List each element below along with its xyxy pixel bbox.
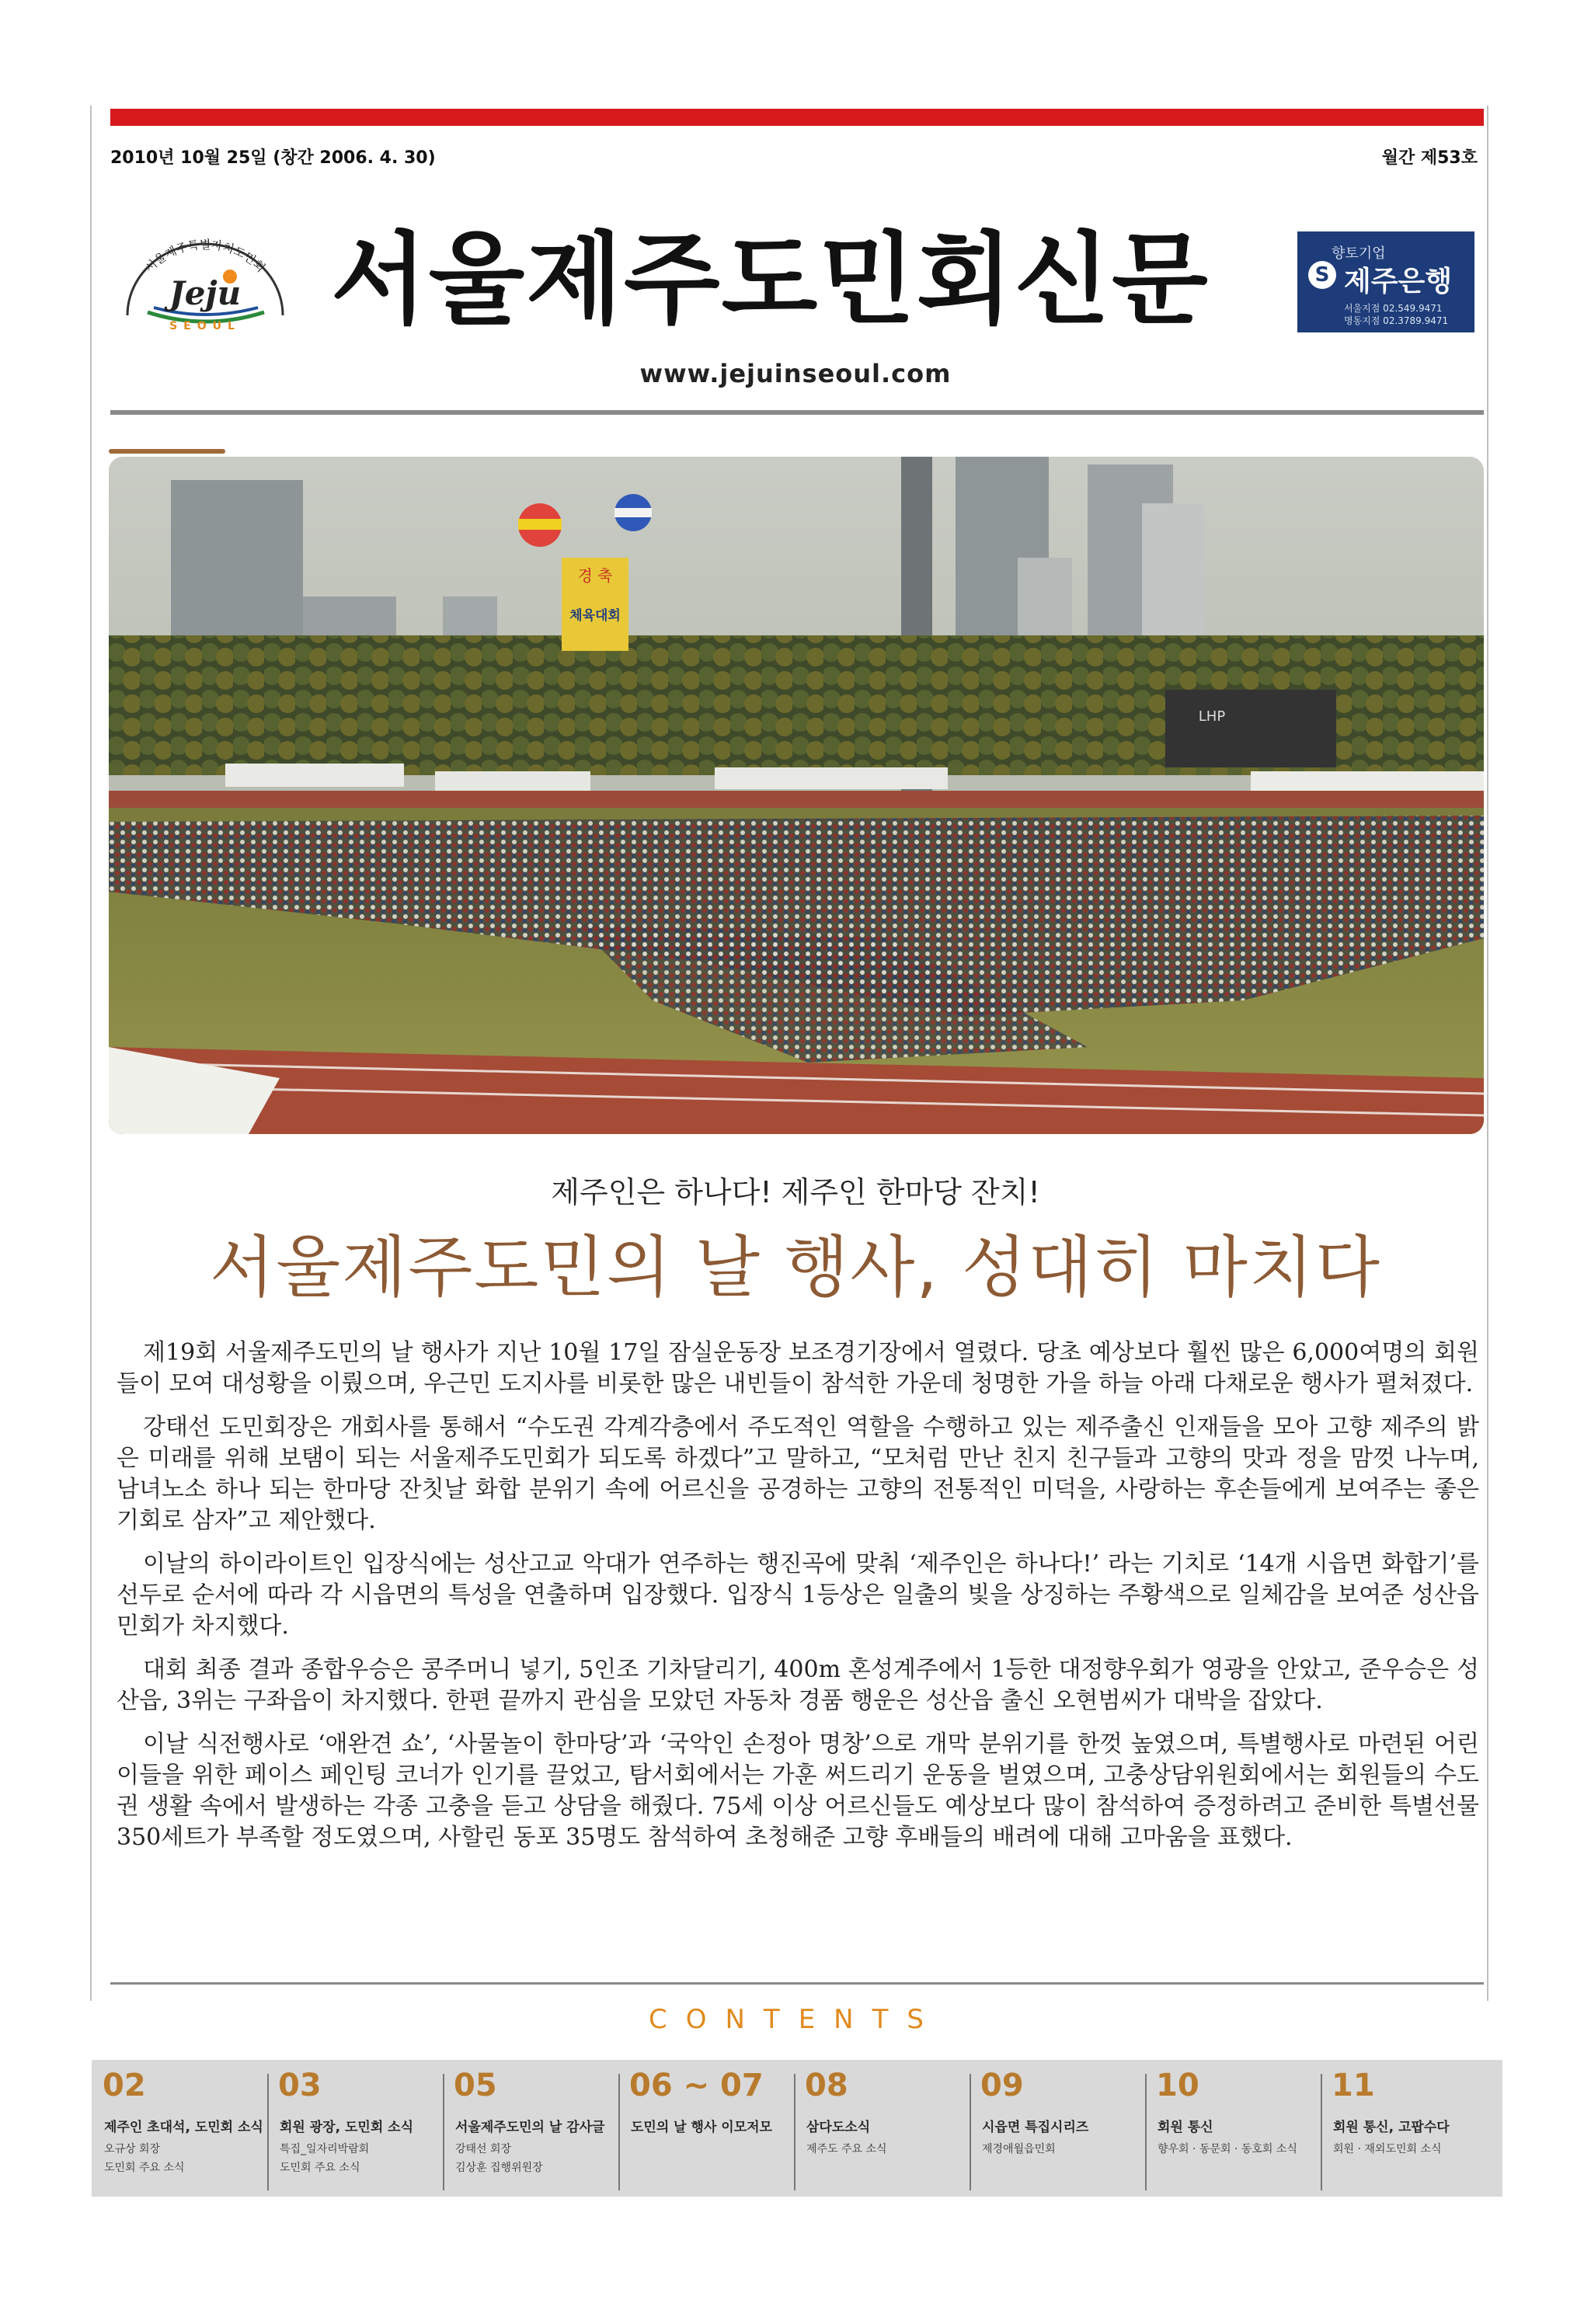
contents-section-title: 시읍면 특집시리즈 — [982, 2120, 1089, 2135]
event-photo — [109, 457, 1484, 1134]
article-paragraph: 강태선 도민회장은 개회사를 통해서 “수도권 각계각층에서 주도적인 역할을 수행하고 있는 제주출신 인재들을 모아 고향 제주의 밝은 미래를 위해 보탬이 되는 서울제주도민회가 되도록 하겠다”고 말하고, “모처럼 만난 친지 친구들과 고향의 맛과 정을 맘껏 나누며, 남녀노소 하나 되는 한마당 잔칫날 화합 분위기 속에 어르신을 공경하는 고향의 전통적인 미덕을, 사랑하는 후손들에게 보여주는 좋은 기회로 삼자”고 제안했다. — [117, 1414, 1479, 1534]
contents-item-05[interactable] — [443, 2060, 618, 2197]
jeju-bank-ad[interactable] — [1297, 231, 1474, 332]
contents-divider — [1321, 2074, 1322, 2190]
scoreboard-text: LHP — [1198, 708, 1226, 725]
contents-rule — [110, 1982, 1484, 1985]
top-red-rule — [110, 109, 1484, 126]
contents-divider — [1145, 2074, 1147, 2190]
contents-divider — [618, 2074, 620, 2190]
contents-item-11[interactable] — [1321, 2060, 1502, 2197]
contents-page-number: 09 — [980, 2068, 1024, 2103]
page-border-left — [90, 106, 92, 2001]
contents-bar — [92, 2060, 1502, 2197]
bank-branch-myeongdong: 명동지점 02.3789.9471 — [1344, 315, 1449, 326]
logo-arc-text: 서울제주특별자치도민회 — [142, 238, 268, 276]
photo-accent-bar — [109, 449, 225, 454]
contents-item-09[interactable] — [970, 2060, 1145, 2197]
contents-page-number: 03 — [278, 2068, 322, 2103]
header-rule — [110, 410, 1484, 415]
issue-date: 2010년 10월 25일 (창간 2006. 4. 30) — [110, 148, 436, 168]
newspaper-masthead: 서울제주도민회신문 — [331, 222, 1210, 338]
bank-logo-icon: S — [1308, 261, 1336, 289]
article-body — [117, 1338, 1479, 1866]
contents-sub-item: 제경애월읍민회 — [982, 2143, 1056, 2155]
article-paragraph: 제19회 서울제주도민의 날 행사가 지난 10월 17일 잠실운동장 보조경기장에서 열렸다. 당초 예상보다 훨씬 많은 6,000여명의 회원들이 모여 대성황을 이뤘으며, 우근민 도지사를 비롯한 많은 내빈들이 참석한 가운데 청명한 가을 하늘 아래 다채로운 행사가 펼쳐졌다. — [117, 1339, 1479, 1397]
contents-divider — [794, 2074, 796, 2190]
article-paragraph: 이날 식전행사로 ‘애완견 쇼’, ‘사물놀이 한마당’과 ‘국악인 손정아 명창’으로 개막 분위기를 한껏 높였으며, 특별행사로 마련된 어린이들을 위한 페이스 페인팅 코너가 인기를 끌었고, 탐서회에서는 가훈 써드리기 운동을 벌였으며, 고충상담위원회에서는 회원들의 수도권 생활 속에서 발생하는 각종 고충을 듣고 상담을 해줬다. 75세 이상 어르신들도 예상보다 많이 참석하여 증정하려고 준비한 특별선물 350세트가 부족할 정도였으며, 사할린 동포 35명도 참석하여 초청해준 고향 후배들의 배려에 대해 고마움을 표했다. — [117, 1731, 1479, 1851]
contents-page-number: 02 — [103, 2068, 146, 2103]
contents-item-02[interactable] — [92, 2060, 267, 2197]
article-headline: 서울제주도민의 날 행사, 성대히 마치다 — [210, 1229, 1381, 1306]
article-kicker: 제주인은 하나다! 제주인 한마당 잔치! — [551, 1175, 1040, 1209]
article-paragraph: 대회 최종 결과 종합우승은 콩주머니 넣기, 5인조 기차달리기, 400m 혼성계주에서 1등한 대정향우회가 영광을 안았고, 준우승은 성산읍, 3위는 구좌읍이 차지했다. 한편 끝까지 관심을 모았던 자동차 경품 행운은 성산읍 출신 오현범씨가 대박을 잡았다. — [117, 1656, 1479, 1714]
contents-page-number: 11 — [1332, 2068, 1375, 2103]
contents-section-title: 도민의 날 행사 이모저모 — [631, 2120, 772, 2135]
banner-top-text: 경 축 — [577, 566, 613, 585]
page-border-right — [1487, 106, 1488, 2001]
contents-sub-item: 김상훈 집행위원장 — [455, 2162, 543, 2174]
contents-sub-item: 도민회 주요 소식 — [280, 2162, 360, 2174]
issue-number: 월간 제53호 — [1381, 148, 1478, 168]
jeju-seoul-logo — [117, 235, 294, 332]
contents-divider — [443, 2074, 444, 2190]
contents-section-title: 회원 통신 — [1158, 2120, 1213, 2135]
logo-wordmark: Jeju — [169, 274, 242, 312]
contents-title: CONTENTS — [649, 2004, 942, 2035]
contents-sub-item: 제주도 주요 소식 — [806, 2143, 887, 2155]
contents-item-08[interactable] — [794, 2060, 970, 2197]
contents-divider — [267, 2074, 269, 2190]
bank-tagline: 향토기업 — [1332, 245, 1386, 262]
website-url[interactable]: www.jejuinseoul.com — [639, 359, 952, 388]
bank-name: 제주은행 — [1344, 266, 1453, 297]
contents-sub-item: 회원 · 재외도민회 소식 — [1333, 2143, 1442, 2155]
svg-text:서울제주특별자치도민회 — [142, 238, 268, 275]
contents-sub-item: 향우회 · 동문회 · 동호회 소식 — [1158, 2143, 1297, 2155]
contents-page-number: 08 — [805, 2068, 848, 2103]
contents-section-title: 서울제주도민의 날 감사글 — [455, 2120, 605, 2135]
contents-item-10[interactable] — [1145, 2060, 1321, 2197]
contents-section-title: 삼다도소식 — [806, 2120, 871, 2135]
contents-page-number: 06 ~ 07 — [629, 2068, 764, 2103]
contents-section-title: 회원 통신, 고팝수다 — [1333, 2120, 1450, 2135]
article-paragraph: 이날의 하이라이트인 입장식에는 성산고교 악대가 연주하는 행진곡에 맞춰 ‘제주인은 하나다!’ 라는 기치로 ‘14개 시읍면 화합기’를 선두로 순서에 따라 각 시읍면의 특성을 연출하며 입장했다. 입장식 1등상은 일출의 빛을 상징하는 주황색으로 일체감을 보여준 성산읍민회가 차지했다. — [117, 1550, 1479, 1640]
logo-city: SEOUL — [169, 320, 241, 332]
contents-page-number: 10 — [1156, 2068, 1199, 2103]
contents-sub-item: 도민회 주요 소식 — [104, 2162, 185, 2174]
contents-item-06-07[interactable] — [618, 2060, 794, 2197]
contents-sub-item: 특집_일자리박람회 — [280, 2143, 370, 2155]
contents-section-title: 회원 광장, 도민회 소식 — [280, 2120, 414, 2135]
contents-section-title: 제주인 초대석, 도민회 소식 — [104, 2120, 263, 2135]
contents-item-03[interactable] — [267, 2060, 443, 2197]
contents-sub-item: 오규상 회장 — [104, 2143, 161, 2155]
bank-branch-seoul: 서울지점 02.549.9471 — [1344, 303, 1443, 314]
contents-sub-item: 강태선 회장 — [455, 2143, 512, 2155]
banner-text: 체육대회 — [569, 608, 621, 624]
contents-page-number: 05 — [454, 2068, 497, 2103]
contents-divider — [970, 2074, 971, 2190]
